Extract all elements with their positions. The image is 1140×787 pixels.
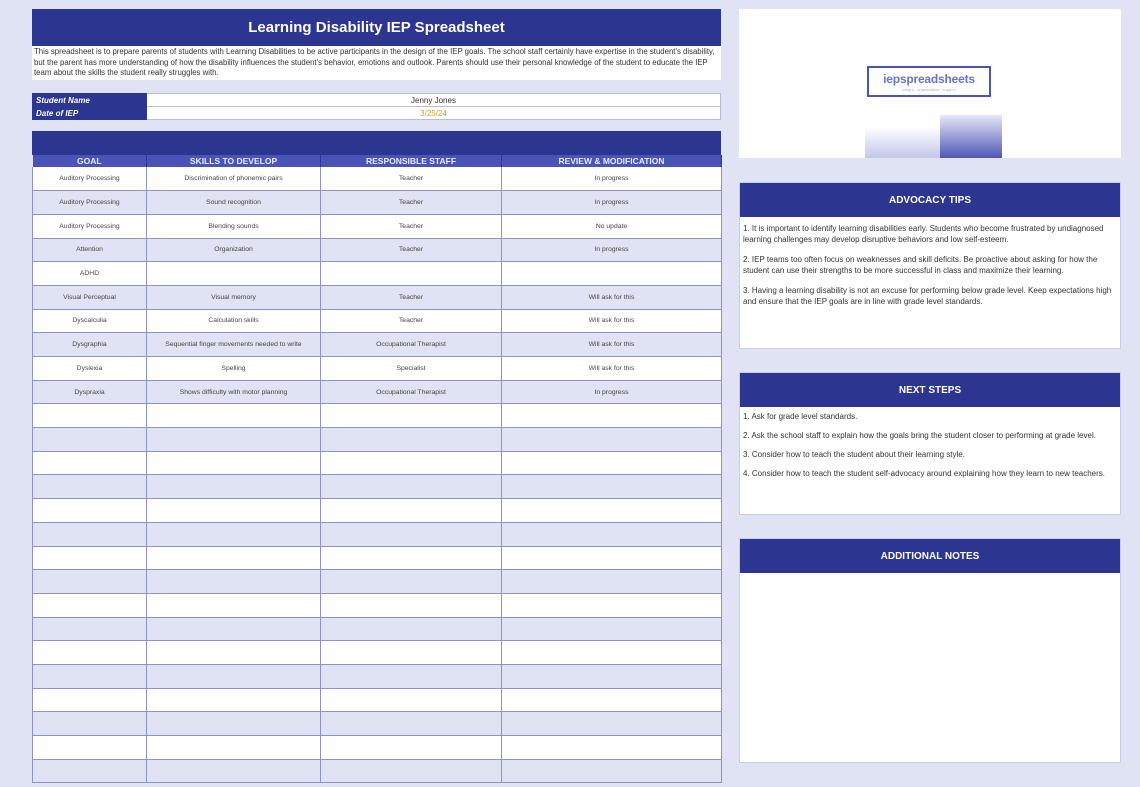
staff-cell[interactable] bbox=[321, 428, 502, 452]
goal-cell[interactable]: Dyscalculia bbox=[33, 309, 147, 333]
review-cell[interactable] bbox=[502, 499, 722, 523]
skill-cell[interactable] bbox=[147, 546, 321, 570]
empty-table-row bbox=[33, 404, 722, 428]
sheet-title: Learning Disability IEP Spreadsheet bbox=[32, 9, 721, 46]
goal-cell[interactable] bbox=[33, 428, 147, 452]
skill-cell[interactable]: Discrimination of phonemic pairs bbox=[147, 167, 321, 191]
goal-cell[interactable]: Auditory Processing bbox=[33, 167, 147, 191]
review-cell[interactable]: No update bbox=[502, 214, 722, 238]
goal-cell[interactable] bbox=[33, 736, 147, 760]
column-header-skills: SKILLS TO DEVELOP bbox=[147, 155, 321, 167]
next-step: 1. Ask for grade level standards. bbox=[743, 412, 858, 421]
goal-cell[interactable]: Dysgraphia bbox=[33, 333, 147, 357]
goal-cell[interactable]: Dyslexia bbox=[33, 357, 147, 381]
column-header-goal: GOAL bbox=[33, 155, 147, 167]
skill-cell[interactable] bbox=[147, 664, 321, 688]
iep-date-field[interactable]: 3/25/24 bbox=[147, 107, 721, 120]
advocacy-tips-panel bbox=[739, 182, 1121, 349]
empty-table-row bbox=[33, 475, 722, 499]
review-cell[interactable] bbox=[502, 688, 722, 712]
goal-cell[interactable] bbox=[33, 475, 147, 499]
review-cell[interactable]: Will ask for this bbox=[502, 285, 722, 309]
goal-cell[interactable] bbox=[33, 617, 147, 641]
goal-cell[interactable] bbox=[33, 404, 147, 428]
goal-cell[interactable] bbox=[33, 664, 147, 688]
review-cell[interactable] bbox=[502, 759, 722, 783]
goal-cell[interactable] bbox=[33, 451, 147, 475]
logo-text: iepspreadsheets bbox=[883, 71, 975, 86]
review-cell[interactable]: In progress bbox=[502, 380, 722, 404]
staff-cell[interactable] bbox=[321, 736, 502, 760]
staff-cell[interactable]: Occupational Therapist bbox=[321, 380, 502, 404]
skill-cell[interactable]: Sound recognition bbox=[147, 191, 321, 215]
skill-cell[interactable]: Spelling bbox=[147, 357, 321, 381]
empty-table-row bbox=[33, 688, 722, 712]
additional-notes-area[interactable] bbox=[740, 573, 1120, 584]
skill-cell[interactable] bbox=[147, 499, 321, 523]
empty-table-row bbox=[33, 522, 722, 546]
skill-cell[interactable] bbox=[147, 593, 321, 617]
next-step: 4. Consider how to teach the student self-advocacy around explaining how they learn to new teachers. bbox=[743, 469, 1105, 478]
review-cell[interactable]: In progress bbox=[502, 167, 722, 191]
staff-cell[interactable] bbox=[321, 759, 502, 783]
empty-table-row bbox=[33, 499, 722, 523]
staff-cell[interactable] bbox=[321, 475, 502, 499]
brand-logo bbox=[867, 66, 991, 97]
logo-gradient-decor bbox=[940, 115, 1002, 158]
student-name-label: Student Name bbox=[33, 94, 147, 107]
skill-cell[interactable]: Blending sounds bbox=[147, 214, 321, 238]
review-cell[interactable]: Will ask for this bbox=[502, 309, 722, 333]
empty-table-row bbox=[33, 451, 722, 475]
goal-cell[interactable] bbox=[33, 759, 147, 783]
next-steps-title: NEXT STEPS bbox=[740, 373, 1120, 407]
staff-cell[interactable] bbox=[321, 617, 502, 641]
review-cell[interactable] bbox=[502, 522, 722, 546]
logo-panel bbox=[739, 9, 1121, 158]
skill-cell[interactable] bbox=[147, 262, 321, 286]
next-steps-body bbox=[740, 407, 1120, 492]
review-cell[interactable]: Will ask for this bbox=[502, 357, 722, 381]
empty-table-row bbox=[33, 641, 722, 665]
skill-cell[interactable] bbox=[147, 475, 321, 499]
staff-cell[interactable] bbox=[321, 522, 502, 546]
staff-cell[interactable] bbox=[321, 593, 502, 617]
goals-table-body bbox=[33, 167, 722, 783]
review-cell[interactable]: In progress bbox=[502, 238, 722, 262]
staff-cell[interactable] bbox=[321, 688, 502, 712]
advocacy-tips-title: ADVOCACY TIPS bbox=[740, 183, 1120, 217]
review-cell[interactable] bbox=[502, 451, 722, 475]
empty-table-row bbox=[33, 617, 722, 641]
column-header-staff: RESPONSIBLE STAFF bbox=[321, 155, 502, 167]
next-steps-panel bbox=[739, 372, 1121, 515]
goals-header-block bbox=[32, 131, 721, 155]
staff-cell[interactable]: Teacher bbox=[321, 238, 502, 262]
advocacy-tips-body bbox=[740, 217, 1120, 321]
goal-cell[interactable] bbox=[33, 641, 147, 665]
intro-text: This spreadsheet is to prepare parents of students with Learning Disabilities to be active participants in the design of the IEP goals. The school staff certainly have expertise in the student's disability, but the parent has more understanding of how the disability influences the student's behavior, emotions and outlook. Parents should use their personal knowledge of the student to educate the IEP team about the skills the student really struggles with. bbox=[32, 46, 721, 80]
skill-cell[interactable] bbox=[147, 712, 321, 736]
student-name-field[interactable]: Jenny Jones bbox=[147, 94, 721, 107]
review-cell[interactable] bbox=[502, 428, 722, 452]
review-cell[interactable] bbox=[502, 736, 722, 760]
skill-cell[interactable] bbox=[147, 451, 321, 475]
empty-table-row bbox=[33, 546, 722, 570]
empty-table-row bbox=[33, 759, 722, 783]
staff-cell[interactable] bbox=[321, 499, 502, 523]
review-cell[interactable] bbox=[502, 664, 722, 688]
skill-cell[interactable]: Visual memory bbox=[147, 285, 321, 309]
additional-notes-title: ADDITIONAL NOTES bbox=[740, 539, 1120, 573]
review-cell[interactable] bbox=[502, 570, 722, 594]
empty-table-row bbox=[33, 664, 722, 688]
table-row bbox=[33, 167, 722, 191]
goal-cell[interactable]: Attention bbox=[33, 238, 147, 262]
staff-cell[interactable]: Teacher bbox=[321, 167, 502, 191]
staff-cell[interactable]: Teacher bbox=[321, 309, 502, 333]
student-info-table bbox=[32, 93, 721, 120]
skill-cell[interactable] bbox=[147, 759, 321, 783]
goal-cell[interactable] bbox=[33, 546, 147, 570]
goals-table bbox=[32, 155, 722, 783]
column-header-review: REVIEW & MODIFICATION bbox=[502, 155, 722, 167]
goal-cell[interactable] bbox=[33, 570, 147, 594]
skill-cell[interactable]: Sequential finger movements needed to write bbox=[147, 333, 321, 357]
skill-cell[interactable] bbox=[147, 688, 321, 712]
skill-cell[interactable] bbox=[147, 736, 321, 760]
advocacy-tip: 1. It is important to identify learning disabilities early. Students who become frustrated by undiagnosed learning challenges may develop disruptive behaviors and low self-esteem. bbox=[743, 224, 1104, 244]
skill-cell[interactable] bbox=[147, 428, 321, 452]
goal-cell[interactable] bbox=[33, 522, 147, 546]
goal-cell[interactable]: Dyspraxia bbox=[33, 380, 147, 404]
skill-cell[interactable]: Shows difficulty with motor planning bbox=[147, 380, 321, 404]
goal-cell[interactable] bbox=[33, 593, 147, 617]
empty-table-row bbox=[33, 428, 722, 452]
table-row bbox=[33, 214, 722, 238]
table-row bbox=[33, 191, 722, 215]
staff-cell[interactable] bbox=[321, 546, 502, 570]
skill-cell[interactable] bbox=[147, 522, 321, 546]
goals-header-row bbox=[33, 155, 722, 167]
empty-table-row bbox=[33, 570, 722, 594]
goal-cell[interactable]: Auditory Processing bbox=[33, 214, 147, 238]
staff-cell[interactable] bbox=[321, 451, 502, 475]
staff-cell[interactable] bbox=[321, 262, 502, 286]
goal-cell[interactable]: ADHD bbox=[33, 262, 147, 286]
review-cell[interactable]: In progress bbox=[502, 191, 722, 215]
staff-cell[interactable] bbox=[321, 570, 502, 594]
staff-cell[interactable] bbox=[321, 664, 502, 688]
skill-cell[interactable] bbox=[147, 617, 321, 641]
advocacy-tip: 2. IEP teams too often focus on weaknesses and skill deficits. Be proactive about asking for how the student can use their strengths to be more successful in class and maximize their learning. bbox=[743, 255, 1098, 275]
table-row bbox=[33, 357, 722, 381]
review-cell[interactable] bbox=[502, 262, 722, 286]
table-row bbox=[33, 238, 722, 262]
review-cell[interactable] bbox=[502, 475, 722, 499]
goal-cell[interactable] bbox=[33, 712, 147, 736]
staff-cell[interactable]: Teacher bbox=[321, 191, 502, 215]
iep-date-label: Date of IEP bbox=[33, 107, 147, 120]
next-step: 3. Consider how to teach the student about their learning style. bbox=[743, 450, 965, 459]
empty-table-row bbox=[33, 593, 722, 617]
additional-notes-panel bbox=[739, 538, 1121, 763]
review-cell[interactable] bbox=[502, 712, 722, 736]
main-sheet bbox=[32, 9, 721, 783]
staff-cell[interactable]: Teacher bbox=[321, 214, 502, 238]
review-cell[interactable] bbox=[502, 593, 722, 617]
staff-cell[interactable] bbox=[321, 712, 502, 736]
advocacy-tip: 3. Having a learning disability is not an excuse for performing below grade level. Keep expectations high and ensure that the IEP goals are in line with grade level standards. bbox=[743, 286, 1112, 306]
empty-table-row bbox=[33, 736, 722, 760]
logo-gradient-decor bbox=[865, 127, 940, 158]
table-row bbox=[33, 333, 722, 357]
staff-cell[interactable]: Occupational Therapist bbox=[321, 333, 502, 357]
staff-cell[interactable]: Teacher bbox=[321, 285, 502, 309]
staff-cell[interactable]: Specialist bbox=[321, 357, 502, 381]
goal-cell[interactable] bbox=[33, 688, 147, 712]
skill-cell[interactable] bbox=[147, 404, 321, 428]
table-row bbox=[33, 309, 722, 333]
skill-cell[interactable]: Calculation skills bbox=[147, 309, 321, 333]
goal-cell[interactable] bbox=[33, 499, 147, 523]
table-row bbox=[33, 262, 722, 286]
skill-cell[interactable] bbox=[147, 641, 321, 665]
table-row bbox=[33, 380, 722, 404]
skill-cell[interactable] bbox=[147, 570, 321, 594]
logo-tagline: insight · organization · support bbox=[902, 86, 956, 92]
next-step: 2. Ask the school staff to explain how the goals bring the student closer to performing at grade level. bbox=[743, 431, 1096, 440]
review-cell[interactable] bbox=[502, 641, 722, 665]
skill-cell[interactable]: Organization bbox=[147, 238, 321, 262]
review-cell[interactable] bbox=[502, 546, 722, 570]
staff-cell[interactable] bbox=[321, 404, 502, 428]
review-cell[interactable]: Will ask for this bbox=[502, 333, 722, 357]
goal-cell[interactable]: Auditory Processing bbox=[33, 191, 147, 215]
staff-cell[interactable] bbox=[321, 641, 502, 665]
review-cell[interactable] bbox=[502, 617, 722, 641]
empty-table-row bbox=[33, 712, 722, 736]
table-row bbox=[33, 285, 722, 309]
goal-cell[interactable]: Visual Perceptual bbox=[33, 285, 147, 309]
review-cell[interactable] bbox=[502, 404, 722, 428]
